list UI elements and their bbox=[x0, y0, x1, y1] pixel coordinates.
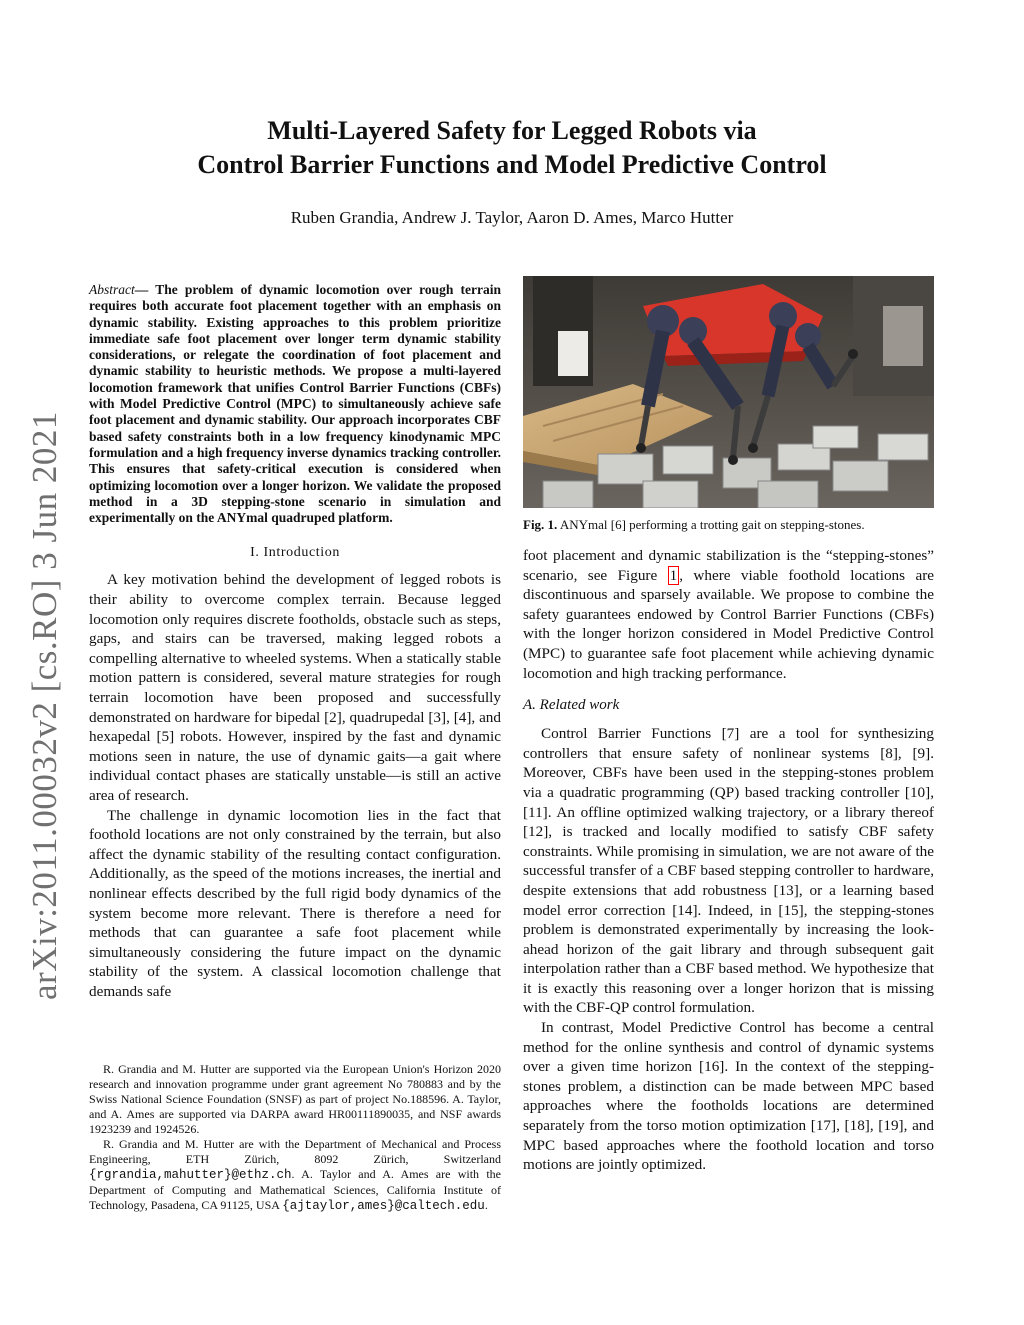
arxiv-identifier: arXiv:2011.00032v2 [cs.RO] 3 Jun 2021 bbox=[25, 411, 64, 1000]
footnote-affil-text-1: R. Grandia and M. Hutter are with the Department of Mechanical and Process Engineering, ETH Zürich, 8092 Zürich, Switzerland bbox=[89, 1137, 501, 1166]
left-column bbox=[89, 282, 501, 1002]
abstract bbox=[89, 282, 501, 526]
abstract-dash: — bbox=[134, 282, 156, 297]
white-container bbox=[558, 331, 588, 376]
title-line-2: Control Barrier Functions and Model Predictive Control bbox=[197, 150, 827, 179]
footnote-affiliations bbox=[89, 1137, 501, 1214]
footnote-affil-text-3: . bbox=[484, 1198, 488, 1212]
figure-caption bbox=[523, 517, 934, 533]
intro-paragraph-2: The challenge in dynamic locomotion lies in the fact that foothold locations are not only constrained by the terrain, but also affect the dynamic stability of the resulting contact configuration. Additionally, as the speed of the motions increases, the inertial and nonlinear effects described by the full rigid body dynamics of the system become more relevant. There is therefore a need for methods that can guarantee a safe foot placement while simultaneously considering the future impact on the dynamic stability of the system. A classical locomotion challenge that demands safe bbox=[89, 806, 501, 1000]
author-list: Ruben Grandia, Andrew J. Taylor, Aaron D. Ames, Marco Hutter bbox=[290, 208, 734, 227]
email-eth[interactable]: {rgrandia,mahutter}@ethz.ch bbox=[89, 1168, 292, 1182]
title-line-1: Multi-Layered Safety for Legged Robots via bbox=[267, 116, 757, 145]
lab-panel bbox=[883, 306, 923, 366]
right-paragraph-1 bbox=[523, 546, 934, 683]
related-work-paragraph-2: In contrast, Model Predictive Control has become a central method for the online synthesis and control of dynamic systems over a given time horizon [16]. In the context of the stepping-stones problem, a distinction can be made between MPC based approaches where the footholds locations are determined separately from the torso motion optimization [17], [18], [19], and MPC based approaches where the foothold location and torso motions are jointly optimized. bbox=[523, 1019, 934, 1174]
figure-caption-text: ANYmal [6] performing a trotting gait on stepping-stones. bbox=[557, 517, 865, 532]
abstract-text: The problem of dynamic locomotion over rough terrain requires both accurate foot placement together with an emphasis on dynamic stability. Existing approaches to this problem prioritize immediate safe foot placement over longer term dynamic stability considerations, or relegate the coordination of foot placement and dynamic stability to heuristic methods. We propose a multi-layered locomotion framework that unifies Control Barrier Functions (CBFs) with Model Predictive Control (MPC) to simultaneously achieve safe foot placement and dynamic stability. Our approach incorporates CBF based safety constraints both in a low frequency kinodynamic MPC formulation and a high frequency inverse dynamics tracking controller. This ensures that safety-critical execution is considered when optimizing locomotion over a longer horizon. We validate the proposed method in a 3D stepping-stone scenario in simulation and experimentally on the ANYmal quadruped platform. bbox=[89, 282, 501, 526]
anymal-photo-illustration bbox=[523, 276, 934, 508]
footnote-funding: R. Grandia and M. Hutter are supported via the European Union's Horizon 2020 research and innovation programme under grant agreement No 780883 and by the Swiss National Science Foundation (SNSF) as part of project No.188596. A. Taylor, and A. Ames are supported via DARPA award HR00111890035, and NSF awards 1923239 and 1924526. bbox=[89, 1062, 501, 1136]
section-heading-introduction: I. Introduction bbox=[250, 545, 340, 561]
intro-paragraph-1: A key motivation behind the development of legged robots is their ability to overcome complex terrain. Because legged locomotion only requires discrete footholds, obstacle such as steps, gaps, and stairs can be traversed, making legged robots a compelling alternative to wheeled systems. When a statically stable motion pattern is considered, several mature strategies for rough terrain locomotion have been proposed and successfully demonstrated on hardware for bipedal [2], quadrupedal [3], [4], and hexapedal [5] robots. However, inspired by the fast and dynamic motions seen in nature, the use of dynamic gaits—a gait where individual contact phases are statically unstable—is still an active area of research. bbox=[89, 571, 501, 804]
email-caltech[interactable]: {ajtaylor,ames}@caltech.edu bbox=[282, 1199, 485, 1213]
footnotes bbox=[89, 1062, 501, 1214]
right-p1-text-b: , where viable foothold locations are discontinuous and sparsely available. We propose to combine the safety guarantees endowed by Control Barrier Functions (CBFs) with the longer horizon considered in Model Predictive Control (MPC) to guarantee safe foot placement while achieving dynamic locomotion and high tracking performance. bbox=[523, 566, 934, 682]
right-p1-text-a: foot placement and dynamic stabilization is the “stepping-stones” scenario, see Figure bbox=[523, 547, 934, 584]
figure-label: Fig. 1. bbox=[523, 517, 558, 532]
footnote-affil-text-2: . A. Taylor and A. Ames are with the Department of Computing and Mathematical Sciences, California Institute of Technology, Pasadena, CA 91125, USA bbox=[89, 1167, 501, 1212]
abstract-label: Abstract bbox=[89, 282, 135, 297]
related-work-paragraph-1: Control Barrier Functions [7] are a tool for synthesizing controllers that ensure safety of nonlinear systems [8], [9]. Moreover, CBFs have been used in the stepping-stones problem via a quadratic programming (QP) based tracking controller [10], [11]. An offline optimized walking trajectory, or a library thereof [12], is tracked and locally modified to satisfy CBF safety constraints. While promising in simulation, we are not aware of the successful transfer of a CBF based stepping controller to hardware, despite extensions that add robustness [13], or a learning based model error correction [14]. Indeed, in [15], the stepping-stones problem is demonstrated experimentally by increasing the look-ahead horizon of the gait library and through subsequent gait interpolation rather than a CBF based method. We hypothesize that it is exactly this reasoning over a longer horizon that is missing with the CBF-QP control formulation. bbox=[523, 725, 934, 1017]
right-column bbox=[523, 276, 934, 1175]
subsection-heading-related-work: A. Related work bbox=[523, 697, 620, 714]
figure-robot-photo bbox=[523, 276, 934, 508]
figure-reference-link[interactable]: 1 bbox=[669, 566, 678, 584]
paper-title bbox=[100, 114, 924, 182]
